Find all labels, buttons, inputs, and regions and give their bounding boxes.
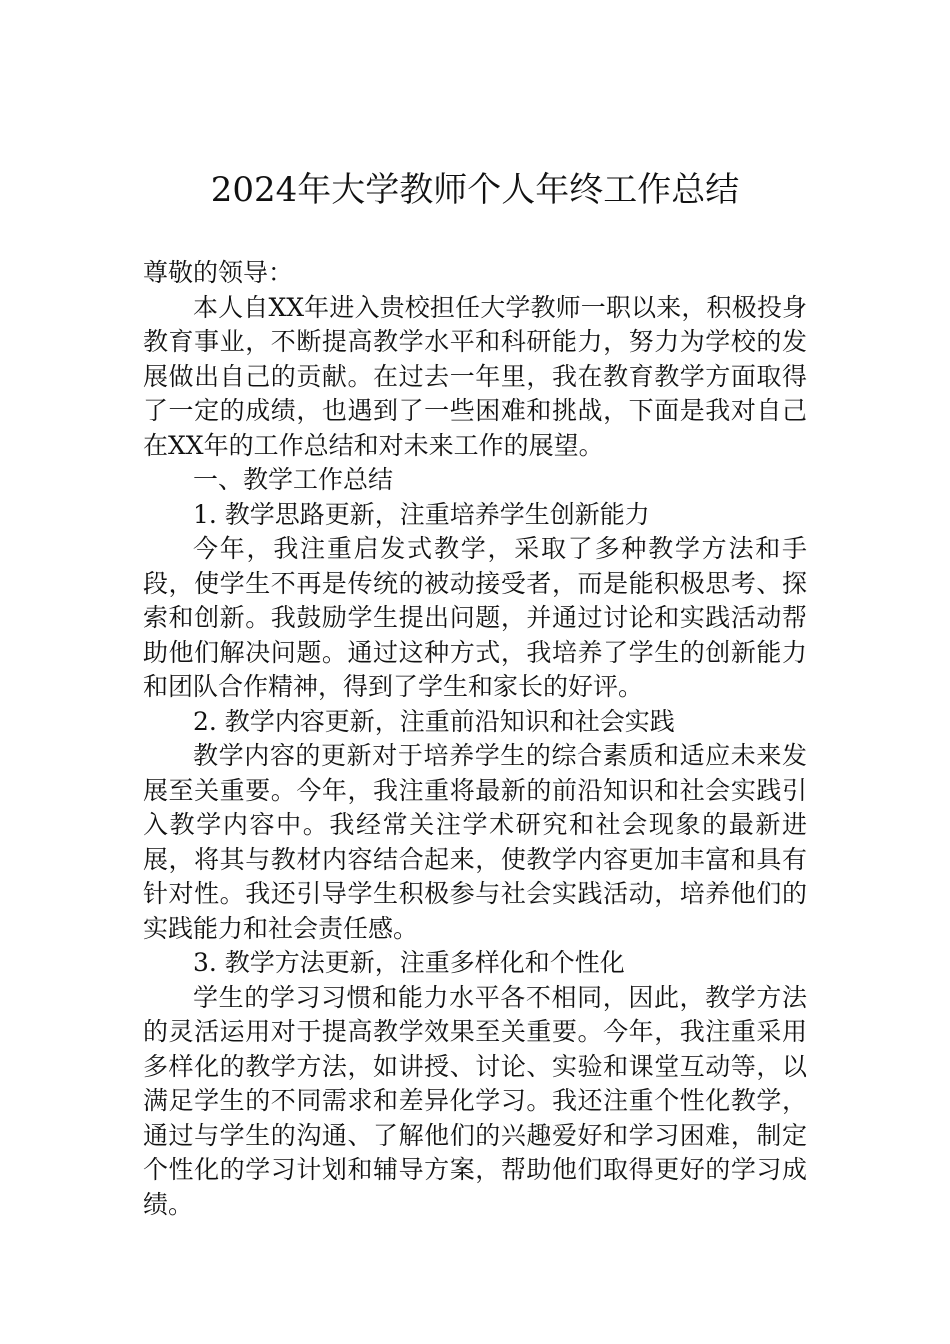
subheading-3: 3. 教学方法更新，注重多样化和个性化: [193, 948, 625, 977]
subheading-1: 1. 教学思路更新，注重培养学生创新能力: [193, 499, 650, 529]
document-title: 2024年大学教师个人年终工作总结: [210, 170, 740, 210]
paragraph-3: 学生的学习习惯和能力水平各不相同，因此，教学方法的灵活运用对于提高教学效果至关重要。今年，我注重采用多样化的教学方法，如讲授、讨论、实验和课堂互动等，以满足学生的不同需求和差异化学习。我还注重个性化教学，通过与学生的沟通、了解他们的兴趣爱好和学习困难，制定个性化的学习计划和辅导方案，帮助他们取得更好的学习成绩。: [143, 982, 807, 1219]
document-body: [143, 256, 807, 1222]
salutation: 尊敬的领导：: [143, 258, 294, 287]
section-heading-teaching-summary: 一、教学工作总结: [193, 465, 394, 494]
intro-paragraph: 本人自XX年进入贵校担任大学教师一职以来，积极投身教育事业，不断提高教学水平和科研能力，努力为学校的发展做出自己的贡献。在过去一年里，我在教育教学方面取得了一定的成绩，也遇到了一些困难和挑战，下面是我对自己在XX年的工作总结和对未来工作的展望。: [143, 292, 807, 460]
paragraph-2: 教学内容的更新对于培养学生的综合素质和适应未来发展至关重要。今年，我注重将最新的前沿知识和社会实践引入教学内容中。我经常关注学术研究和社会现象的最新进展，将其与教材内容结合起来，使教学内容更加丰富和具有针对性。我还引导学生积极参与社会实践活动，培养他们的实践能力和社会责任感。: [143, 741, 807, 943]
paragraph-1: 今年，我注重启发式教学，采取了多种教学方法和手段，使学生不再是传统的被动接受者，而是能积极思考、探索和创新。我鼓励学生提出问题，并通过讨论和实践活动帮助他们解决问题。通过这种方式，我培养了学生的创新能力和团队合作精神，得到了学生和家长的好评。: [143, 534, 807, 701]
subheading-2: 2. 教学内容更新，注重前沿知识和社会实践: [193, 706, 675, 736]
